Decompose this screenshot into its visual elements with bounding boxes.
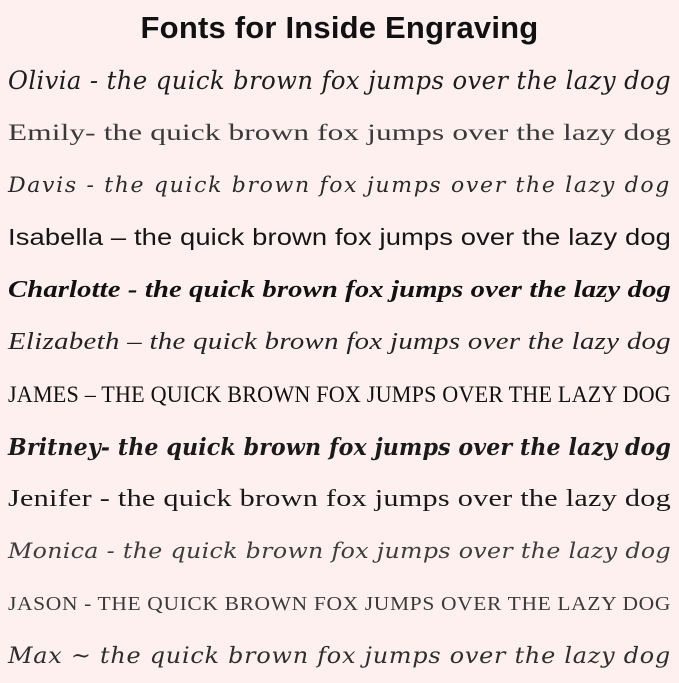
list-item [6, 630, 673, 682]
font-sample-jenifer: Jenifer - the quick brown fox jumps over the lazy dog [8, 486, 671, 513]
font-sample-olivia: Olivia - the quick brown fox jumps over the lazy dog [8, 65, 672, 95]
list-item [6, 473, 673, 525]
list-item [6, 368, 673, 420]
list-item [6, 159, 673, 211]
list-item [6, 526, 673, 578]
list-item [6, 106, 673, 158]
page-title: Fonts for Inside Engraving [140, 10, 539, 45]
font-sample-davis: Davis - the quick brown fox jumps over the lazy dog [8, 172, 672, 197]
font-sample-emily: Emily- the quick brown fox jumps over the lazy dog [8, 120, 672, 146]
list-item [6, 211, 673, 263]
list-item [6, 578, 673, 630]
font-sample-britney: Britney- the quick brown fox jumps over the lazy dog [8, 433, 672, 461]
list-item [6, 264, 673, 316]
list-item [6, 54, 673, 106]
font-sample-max: Max ~ the quick brown fox jumps over the lazy dog [8, 643, 671, 669]
font-sample-charlotte: Charlotte - the quick brown fox jumps over the lazy dog [8, 276, 672, 303]
font-sample-isabella: Isabella – the quick brown fox jumps over the lazy dog [8, 223, 671, 250]
list-item [6, 316, 673, 368]
font-sample-james: JAMES – THE QUICK BROWN FOX JUMPS OVER THE LAZY DOG [8, 382, 671, 408]
list-item [6, 421, 673, 473]
font-sample-jason: JASON - THE QUICK BROWN FOX JUMPS OVER THE LAZY DOG [8, 593, 672, 616]
font-sample-monica: Monica - the quick brown fox jumps over the lazy dog [8, 539, 671, 564]
font-sample-list [6, 54, 673, 683]
font-sample-elizabeth: Elizabeth – the quick brown fox jumps over the lazy dog [8, 329, 671, 356]
